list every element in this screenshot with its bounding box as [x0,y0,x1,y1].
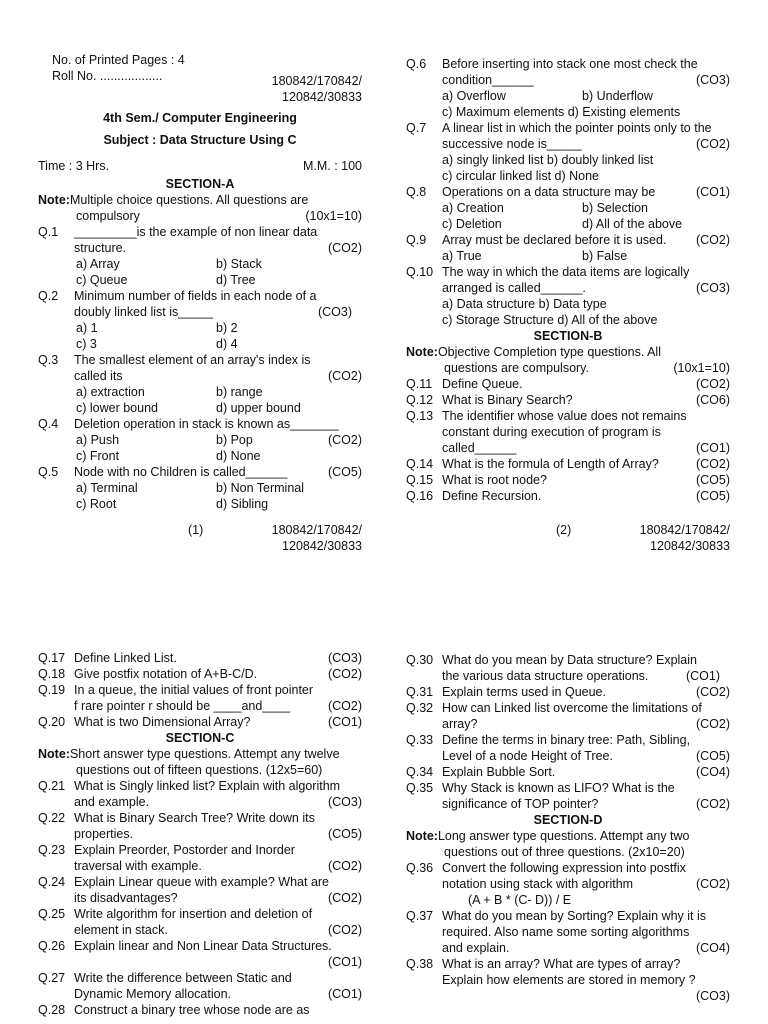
course-outcome: (CO2) [327,891,362,905]
question-number: Q.11 [406,377,433,391]
question-32 [406,700,730,716]
question-text: the various data structure operations. [442,669,649,683]
option-d: d) Tree [216,273,256,287]
question-number: Q.16 [406,489,434,503]
subject-title: Subject : Data Structure Using C [103,133,297,147]
question-number: Q.35 [406,781,434,795]
question-text: constant during execution of program is [442,425,661,439]
option-c: c) Queue [76,273,128,287]
course-outcome: (CO2) [327,699,362,713]
question-text: successive node is_____ [442,137,582,151]
question-36 [406,860,730,876]
option-a: a) Array [76,257,120,271]
question-text: The smallest element of an array's index is [74,353,311,367]
question-text: Node with no Children is called______ [74,465,288,479]
page-3 [38,650,362,1018]
question-34 [406,764,730,780]
question-number: Q.28 [38,1003,66,1017]
course-outcome: (CO2) [327,667,362,681]
option-b: b) Pop [216,433,253,447]
question-text: A linear list in which the pointer points only to the [442,121,712,135]
question-10 [406,264,730,280]
question-text: and explain. [442,941,510,955]
question-text: Define Linked List. [74,651,177,665]
option-d: d) Sibling [216,497,269,511]
course-outcome: (CO2) [327,241,362,255]
note-text-2: questions out of three questions. (2x10=20) [444,845,685,859]
note-text-2: questions are compulsory. [444,361,589,375]
option-c: c) Deletion [442,217,502,231]
question-5 [38,464,362,480]
footer-codes-line-1: 180842/170842/ [271,523,362,537]
question-number: Q.12 [406,393,434,407]
section-d-heading: SECTION-D [533,813,603,827]
question-number: Q.23 [38,843,66,857]
option-d: d) 4 [216,337,238,351]
question-text: Dynamic Memory allocation. [74,987,231,1001]
footer-codes-line-2: 120842/30833 [650,539,730,553]
question-25 [38,906,362,922]
option-c-d: c) circular linked list d) None [442,169,599,183]
question-text: called______ [442,441,517,455]
footer-codes-line-2: 120842/30833 [282,539,362,553]
option-c: c) 3 [76,337,97,351]
course-outcome: (CO5) [695,489,730,503]
question-number: Q.33 [406,733,434,747]
question-number: Q.27 [38,971,66,985]
question-number: Q.13 [406,409,434,423]
paper-codes-2: 120842/30833 [282,90,362,104]
option-b: b) Underflow [582,89,653,103]
question-text: What is root node? [442,473,547,487]
question-number: Q.38 [406,957,434,971]
option-b: b) range [216,385,263,399]
question-38 [406,956,730,972]
question-text: structure. [74,241,127,255]
question-17 [38,650,362,666]
question-text: Explain Bubble Sort. [442,765,556,779]
course-outcome: (CO3) [695,989,730,1003]
question-text: Before inserting into stack one most check the [442,57,698,71]
question-31 [406,684,730,700]
question-text: its disadvantages? [74,891,178,905]
course-outcome: (CO2) [695,797,730,811]
note-marks: (10x1=10) [305,209,362,223]
question-text: Why Stack is known as LIFO? What is the [442,781,675,795]
option-c: c) Root [76,497,117,511]
question-26 [38,938,362,954]
course-outcome: (CO3) [327,651,362,665]
question-number: Q.5 [38,465,59,479]
question-text: traversal with example. [74,859,202,873]
question-number: Q.36 [406,861,434,875]
course-outcome: (CO5) [695,473,730,487]
question-text: Explain Linear queue with example? What are [74,875,330,889]
note-text: Objective Completion type questions. All [437,345,661,359]
question-text: required. Also name some sorting algorithms [442,925,690,939]
question-12 [406,392,730,408]
section-b-heading: SECTION-B [533,329,603,343]
course-outcome: (CO2) [327,859,362,873]
question-text: Write the difference between Static and [74,971,292,985]
course-outcome: (CO2) [327,923,362,937]
option-a: a) Overflow [442,89,506,103]
question-8 [406,184,730,200]
question-text: What is an array? What are types of array? [442,957,681,971]
course-outcome: (CO3) [695,73,730,87]
question-text: element in stack. [74,923,168,937]
question-text: Write algorithm for insertion and deletion of [74,907,313,921]
question-text: Deletion operation in stack is known as_______ [74,417,339,431]
option-a: a) Terminal [76,481,138,495]
question-14 [406,456,730,472]
question-text: The way in which the data items are logically [442,265,690,279]
note-text-2: questions out of fifteen questions. (12x5=60) [76,763,323,777]
question-text: What do you mean by Data structure? Explain [442,653,697,667]
question-number: Q.18 [38,667,66,681]
option-a: a) True [442,249,482,263]
question-text: Define the terms in binary tree: Path, Sibling, [442,733,691,747]
question-24 [38,874,362,890]
option-b: b) Non Terminal [216,481,305,495]
max-marks: M.M. : 100 [302,159,362,173]
question-23 [38,842,362,858]
question-number: Q.22 [38,811,66,825]
course-outcome: (CO5) [695,749,730,763]
question-28 [38,1002,362,1018]
option-a: a) Creation [442,201,504,215]
course-outcome: (CO3) [695,281,730,295]
question-4 [38,416,362,432]
question-number: Q.7 [406,121,427,135]
course-outcome: (CO1) [695,441,730,455]
course-outcome: (CO4) [695,941,730,955]
page-4 [406,652,730,1004]
section-c-heading: SECTION-C [165,731,235,745]
paper-codes: 180842/170842/ [271,74,362,88]
course-outcome: (CO3) [317,305,352,319]
question-27 [38,970,362,986]
question-35 [406,780,730,796]
question-text: doubly linked list is_____ [74,305,213,319]
note-text-2: compulsory [76,209,140,223]
question-text: What is Singly linked list? Explain with algorithm [74,779,341,793]
note-text: Long answer type questions. Attempt any two [437,829,690,843]
question-text: and example. [74,795,150,809]
question-number: Q.8 [406,185,427,199]
question-text: Minimum number of fields in each node of a [74,289,317,303]
question-number: Q.20 [38,715,66,729]
question-11 [406,376,730,392]
question-number: Q.32 [406,701,434,715]
question-text: Explain linear and Non Linear Data Structures. [74,939,332,953]
course-outcome: (CO2) [695,233,730,247]
course-outcome: (CO2) [695,457,730,471]
question-37 [406,908,730,924]
course-outcome: (CO2) [327,433,362,447]
question-number: Q.24 [38,875,66,889]
question-number: Q.31 [406,685,434,699]
question-18 [38,666,362,682]
course-outcome: (CO5) [327,827,362,841]
question-number: Q.14 [406,457,434,471]
course-outcome: (CO2) [695,377,730,391]
question-text: What do you mean by Sorting? Explain why it is [442,909,707,923]
question-text: called its [74,369,123,383]
question-number: Q.26 [38,939,66,953]
question-text: Give postfix notation of A+B-C/D. [74,667,258,681]
question-13 [406,408,730,424]
option-d: d) upper bound [216,401,301,415]
exam-time: Time : 3 Hrs. [38,159,110,173]
question-number: Q.2 [38,289,59,303]
option-b: b) False [582,249,628,263]
question-22 [38,810,362,826]
question-text: condition______ [442,73,534,87]
course-outcome: (CO1) [327,715,362,729]
question-number: Q.30 [406,653,434,667]
option-d: d) All of the above [582,217,683,231]
option-c: c) Front [76,449,120,463]
question-1 [38,224,362,240]
semester-title: 4th Sem./ Computer Engineering [103,111,297,125]
course-outcome: (CO3) [327,795,362,809]
question-text: Array must be declared before it is used. [442,233,667,247]
course-outcome: (CO2) [695,877,730,891]
option-c: c) lower bound [76,401,158,415]
page-number: (1) [188,523,204,537]
course-outcome: (CO6) [695,393,730,407]
question-number: Q.1 [38,225,59,239]
question-number: Q.9 [406,233,427,247]
option-b: b) Selection [582,201,649,215]
option-a: a) Push [76,433,120,447]
question-text: Explain terms used in Queue. [442,685,606,699]
question-text: notation using stack with algorithm [442,877,634,891]
question-text: How can Linked list overcome the limitations of [442,701,702,715]
course-outcome: (CO2) [695,685,730,699]
course-outcome: (CO2) [327,369,362,383]
question-text: Explain Preorder, Postorder and Inorder [74,843,295,857]
question-text: What is Binary Search? [442,393,573,407]
note-label: Note: [38,747,70,761]
question-number: Q.25 [38,907,66,921]
course-outcome: (CO2) [695,137,730,151]
question-2 [38,288,362,304]
question-text: Construct a binary tree whose node are as [74,1003,310,1017]
question-text: significance of TOP pointer? [442,797,599,811]
question-3 [38,352,362,368]
question-text: Convert the following expression into postfix [442,861,686,875]
note-text: Multiple choice questions. All questions are [69,193,309,207]
question-number: Q.17 [38,651,66,665]
question-text: Operations on a data structure may be [442,185,656,199]
note-marks: (10x1=10) [673,361,730,375]
option-a: a) extraction [76,385,145,399]
section-a-heading: SECTION-A [165,177,235,191]
course-outcome: (CO1) [685,669,720,683]
question-15 [406,472,730,488]
question-number: Q.21 [38,779,66,793]
question-number: Q.15 [406,473,434,487]
question-30 [406,652,730,668]
question-number: Q.34 [406,765,434,779]
option-d: d) None [216,449,261,463]
option-a-b: a) singly linked list b) doubly linked list [442,153,654,167]
option-c-d: c) Maximum elements d) Existing elements [442,105,681,119]
question-16 [406,488,730,504]
note-label: Note: [406,345,438,359]
option-b: b) Stack [216,257,262,271]
question-text: _________is the example of non linear data [74,225,318,239]
question-6 [406,56,730,72]
postfix-expression: (A + B * (C- D)) / E [468,893,572,907]
question-number: Q.19 [38,683,66,697]
note-label: Note: [406,829,438,843]
footer-codes-line-1: 180842/170842/ [639,523,730,537]
question-number: Q.3 [38,353,59,367]
question-text: arranged is called______. [442,281,586,295]
question-text: The identifier whose value does not remains [442,409,687,423]
question-text: What is Binary Search Tree? Write down its [74,811,315,825]
option-a-b: a) Data structure b) Data type [442,297,607,311]
roll-no: Roll No. .................. [52,69,163,83]
question-21 [38,778,362,794]
question-33 [406,732,730,748]
page-number: (2) [556,523,572,537]
question-text: Explain how elements are stored in memory ? [442,973,696,987]
question-text: Level of a node Height of Tree. [442,749,613,763]
question-number: Q.6 [406,57,427,71]
question-text: What is two Dimensional Array? [74,715,251,729]
page-2 [406,56,730,504]
footer-codes [640,522,730,554]
option-c-d: c) Storage Structure d) All of the above [442,313,658,327]
course-outcome: (CO1) [695,185,730,199]
course-outcome: (CO2) [695,717,730,731]
question-9 [406,232,730,248]
course-outcome: (CO4) [695,765,730,779]
course-outcome: (CO1) [327,987,362,1001]
course-outcome: (CO1) [327,955,362,969]
question-text: properties. [74,827,134,841]
question-number: Q.37 [406,909,434,923]
question-number: Q.4 [38,417,59,431]
printed-pages: No. of Printed Pages : 4 [52,53,185,67]
question-text: What is the formula of Length of Array? [442,457,659,471]
note-label: Note: [38,193,70,207]
note-text: Short answer type questions. Attempt any twelve [69,747,340,761]
question-19 [38,682,362,698]
question-7 [406,120,730,136]
question-text: In a queue, the initial values of front pointer [74,683,314,697]
question-text: array? [442,717,478,731]
option-a: a) 1 [76,321,98,335]
question-20 [38,714,362,730]
question-text: Define Queue. [442,377,523,391]
question-text: Define Recursion. [442,489,542,503]
option-b: b) 2 [216,321,238,335]
footer-codes [272,522,362,554]
question-number: Q.10 [406,265,434,279]
page-1 [38,52,362,512]
question-text: f rare pointer r should be ____and____ [74,699,291,713]
course-outcome: (CO5) [327,465,362,479]
